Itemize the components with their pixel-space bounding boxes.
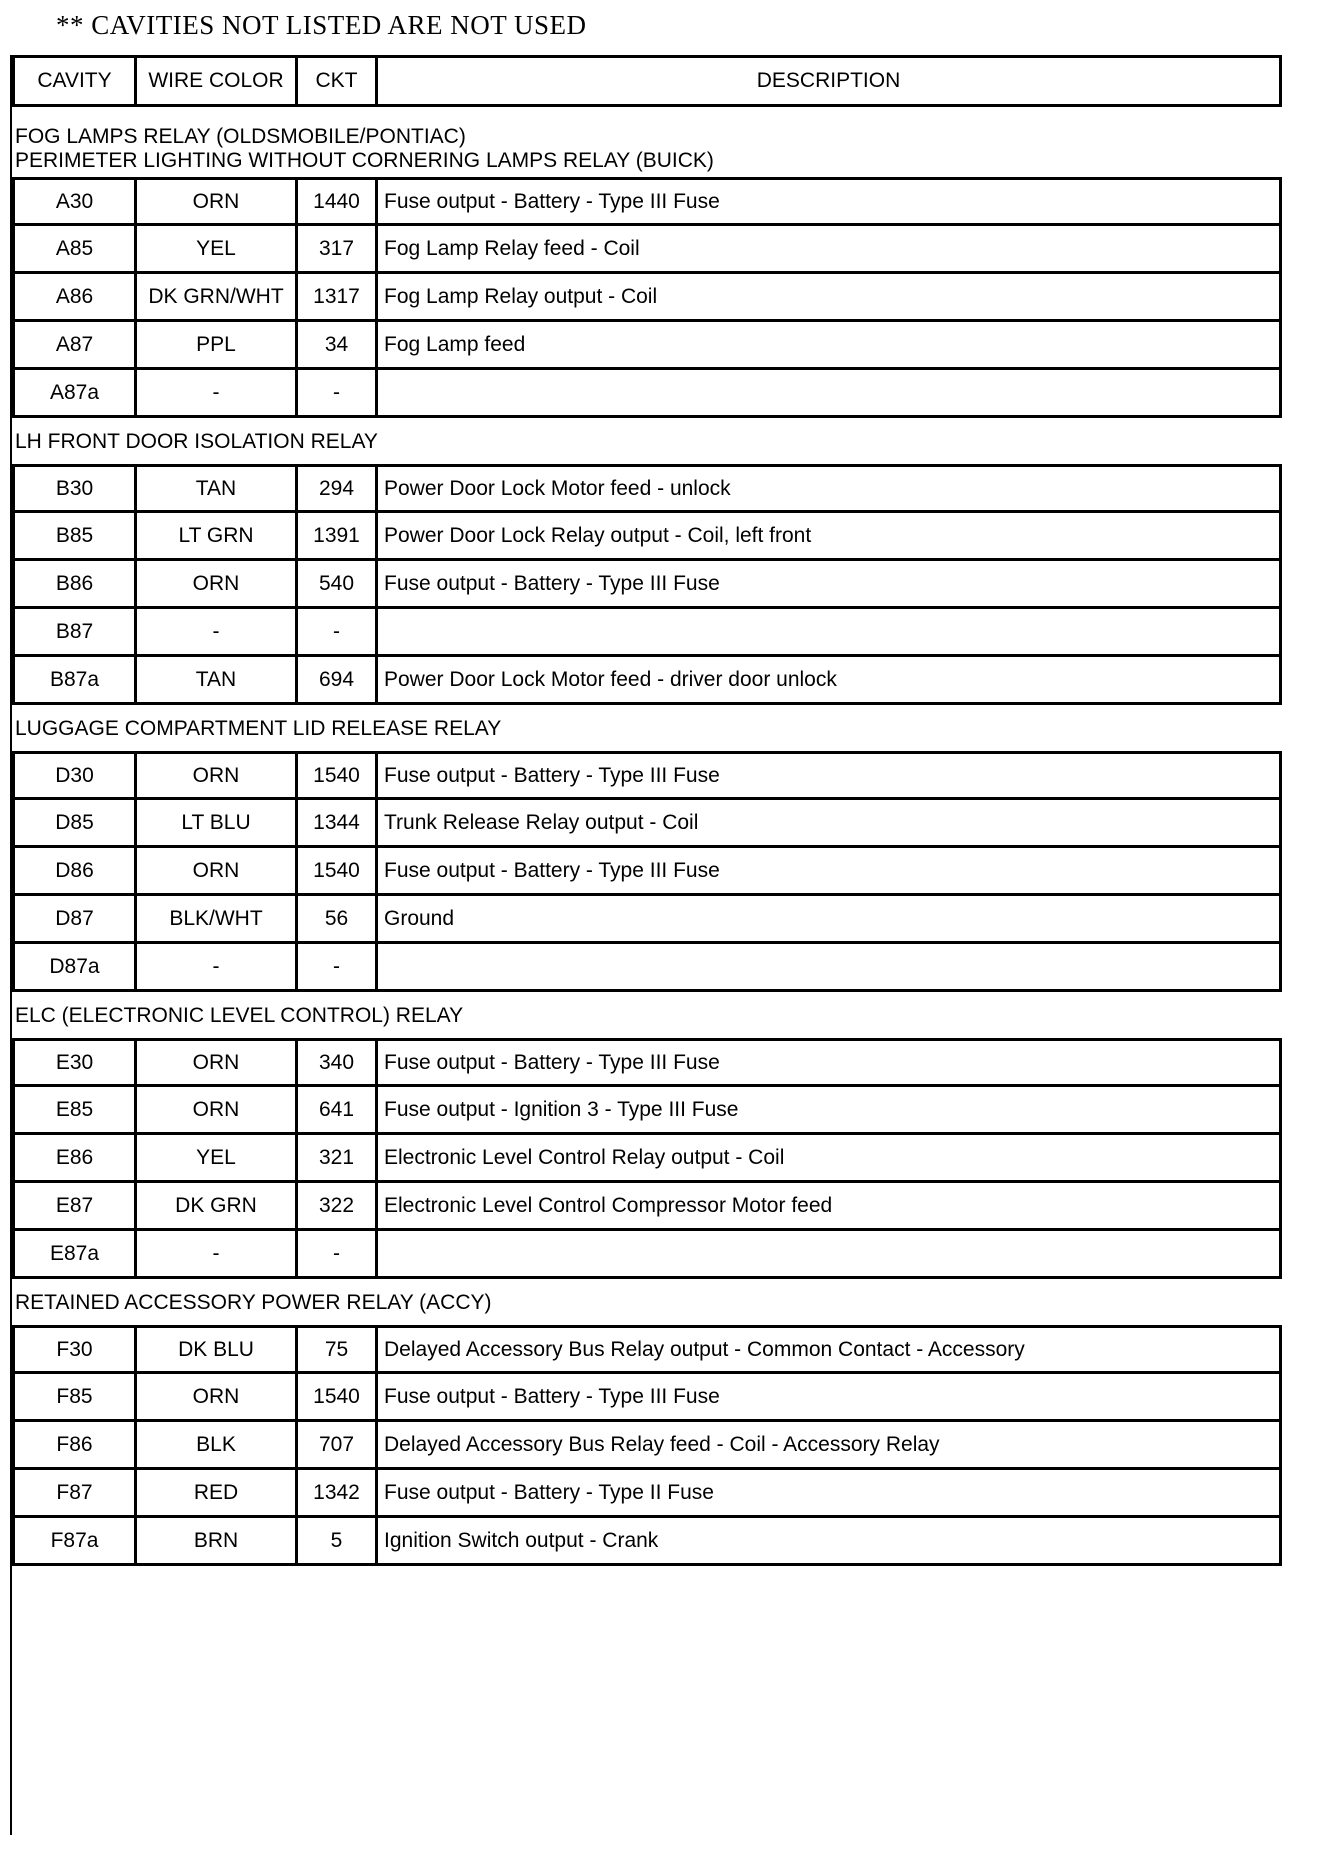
cell-description: Delayed Accessory Bus Relay feed - Coil - Accessory Relay — [384, 1432, 940, 1456]
cell-ckt: 75 — [298, 1328, 378, 1371]
cell-wire-color: LT GRN — [137, 513, 298, 558]
cell-wire-color: - — [137, 1231, 298, 1276]
cell-ckt: 1344 — [298, 800, 378, 845]
cell-ckt: 1440 — [298, 180, 378, 223]
cell-ckt: - — [298, 609, 378, 654]
section-rows — [12, 1038, 1282, 1279]
cell-wire-color: LT BLU — [137, 800, 298, 845]
cell-ckt: - — [298, 944, 378, 989]
section-title — [12, 992, 1282, 1038]
header-ckt: CKT — [298, 58, 378, 104]
table-row — [12, 1231, 1282, 1279]
cell-description: Fog Lamp Relay output - Coil — [384, 284, 658, 308]
cell-ckt: 321 — [298, 1135, 378, 1180]
table-row — [12, 800, 1282, 848]
cell-description: Fuse output - Battery - Type III Fuse — [384, 1050, 720, 1074]
cell-cavity: E87 — [15, 1183, 137, 1228]
table-header — [12, 55, 1282, 107]
cell-wire-color: ORN — [137, 180, 298, 223]
table-row — [12, 464, 1282, 513]
not-used-note: ** CAVITIES NOT LISTED ARE NOT USED — [56, 10, 587, 40]
cell-wire-color: ORN — [137, 1087, 298, 1132]
header-description: DESCRIPTION — [756, 69, 901, 92]
cell-description: Power Door Lock Motor feed - unlock — [384, 476, 731, 500]
cell-description: Ignition Switch output - Crank — [384, 1528, 659, 1552]
cell-ckt: 694 — [298, 657, 378, 702]
cell-description — [378, 609, 1279, 654]
cell-cavity: A87 — [15, 322, 137, 367]
cell-ckt: 1391 — [298, 513, 378, 558]
cell-cavity: D30 — [15, 754, 137, 797]
cell-ckt: 540 — [298, 561, 378, 606]
table-body — [12, 107, 1282, 1566]
cell-cavity: A85 — [15, 226, 137, 271]
cell-description: Fuse output - Battery - Type III Fuse — [384, 1384, 720, 1408]
table-row — [12, 513, 1282, 561]
table-row — [12, 1470, 1282, 1518]
table-row — [12, 1374, 1282, 1422]
cell-ckt: - — [298, 370, 378, 415]
cell-ckt: 340 — [298, 1041, 378, 1084]
cell-description: Power Door Lock Motor feed - driver door unlock — [384, 667, 837, 691]
cell-description — [378, 944, 1279, 989]
cell-cavity: E85 — [15, 1087, 137, 1132]
table-row — [12, 751, 1282, 800]
section-title — [12, 418, 1282, 464]
cell-wire-color: BLK — [137, 1422, 298, 1467]
cell-ckt: 1540 — [298, 848, 378, 893]
cell-cavity: F30 — [15, 1328, 137, 1371]
cell-wire-color: ORN — [137, 561, 298, 606]
table-row — [12, 1183, 1282, 1231]
cell-wire-color: YEL — [137, 1135, 298, 1180]
table-row — [12, 609, 1282, 657]
table-row — [12, 1135, 1282, 1183]
cell-cavity: A86 — [15, 274, 137, 319]
section-title-line: FOG LAMPS RELAY (OLDSMOBILE/PONTIAC) — [15, 125, 466, 148]
cell-cavity: A87a — [15, 370, 137, 415]
table-row — [12, 1325, 1282, 1374]
cell-description: Fuse output - Battery - Type III Fuse — [384, 571, 720, 595]
header-wire-color: WIRE COLOR — [137, 58, 298, 104]
cell-cavity: E87a — [15, 1231, 137, 1276]
table-row — [12, 561, 1282, 609]
cell-ckt: 1342 — [298, 1470, 378, 1515]
table-row — [12, 1518, 1282, 1566]
cell-cavity: F87a — [15, 1518, 137, 1563]
section-title-line: LUGGAGE COMPARTMENT LID RELEASE RELAY — [15, 717, 502, 740]
cell-description: Ground — [384, 906, 455, 930]
cell-ckt: 5 — [298, 1518, 378, 1563]
cell-description: Fuse output - Battery - Type III Fuse — [384, 858, 720, 882]
section-title — [12, 107, 1282, 177]
cell-wire-color: ORN — [137, 1041, 298, 1084]
header-cavity: CAVITY — [15, 58, 137, 104]
cell-cavity: B85 — [15, 513, 137, 558]
cell-ckt: 641 — [298, 1087, 378, 1132]
cell-description — [378, 370, 1279, 415]
cell-wire-color: ORN — [137, 1374, 298, 1419]
cell-cavity: E30 — [15, 1041, 137, 1084]
cell-description: Fuse output - Battery - Type III Fuse — [384, 763, 720, 787]
cell-ckt: 34 — [298, 322, 378, 367]
cell-ckt: 294 — [298, 467, 378, 510]
cell-description: Fuse output - Battery - Type III Fuse — [384, 189, 720, 213]
cell-cavity: E86 — [15, 1135, 137, 1180]
table-row — [12, 1038, 1282, 1087]
cell-ckt: 322 — [298, 1183, 378, 1228]
cell-description: Power Door Lock Relay output - Coil, left front — [384, 523, 812, 547]
section-rows — [12, 1325, 1282, 1566]
table-row — [12, 1422, 1282, 1470]
cell-ckt: 317 — [298, 226, 378, 271]
cavity-table — [10, 55, 1282, 1835]
cell-ckt: 1540 — [298, 1374, 378, 1419]
cell-cavity: D87a — [15, 944, 137, 989]
cell-wire-color: BLK/WHT — [137, 896, 298, 941]
cell-description: Delayed Accessory Bus Relay output - Common Contact - Accessory — [384, 1337, 1025, 1361]
cell-wire-color: DK GRN — [137, 1183, 298, 1228]
cell-cavity: B30 — [15, 467, 137, 510]
cell-wire-color: ORN — [137, 848, 298, 893]
cell-wire-color: BRN — [137, 1518, 298, 1563]
table-row — [12, 177, 1282, 226]
cell-cavity: D87 — [15, 896, 137, 941]
table-row — [12, 274, 1282, 322]
table-row — [12, 1087, 1282, 1135]
cell-cavity: A30 — [15, 180, 137, 223]
cell-ckt: 1317 — [298, 274, 378, 319]
section-title-line: RETAINED ACCESSORY POWER RELAY (ACCY) — [15, 1291, 492, 1314]
cell-wire-color: - — [137, 944, 298, 989]
section-title-line: PERIMETER LIGHTING WITHOUT CORNERING LAMPS RELAY (BUICK) — [15, 149, 714, 172]
cell-wire-color: DK BLU — [137, 1328, 298, 1371]
cell-ckt: 707 — [298, 1422, 378, 1467]
cell-cavity: F87 — [15, 1470, 137, 1515]
cell-cavity: D85 — [15, 800, 137, 845]
section-title — [12, 1279, 1282, 1325]
cell-cavity: B87a — [15, 657, 137, 702]
cell-cavity: B87 — [15, 609, 137, 654]
cell-wire-color: TAN — [137, 467, 298, 510]
cell-wire-color: RED — [137, 1470, 298, 1515]
cell-description: Fog Lamp Relay feed - Coil — [384, 236, 640, 260]
cell-cavity: D86 — [15, 848, 137, 893]
cell-ckt: 56 — [298, 896, 378, 941]
cell-description: Trunk Release Relay output - Coil — [384, 810, 699, 834]
table-row — [12, 848, 1282, 896]
cell-cavity: F85 — [15, 1374, 137, 1419]
cell-ckt: 1540 — [298, 754, 378, 797]
table-row — [12, 896, 1282, 944]
cell-ckt: - — [298, 1231, 378, 1276]
table-row — [12, 370, 1282, 418]
cell-wire-color: YEL — [137, 226, 298, 271]
table-row — [12, 322, 1282, 370]
cell-wire-color: DK GRN/WHT — [137, 274, 298, 319]
cell-cavity: B86 — [15, 561, 137, 606]
section-rows — [12, 464, 1282, 705]
section-title-line: ELC (ELECTRONIC LEVEL CONTROL) RELAY — [15, 1004, 464, 1027]
cell-wire-color: - — [137, 609, 298, 654]
cell-wire-color: PPL — [137, 322, 298, 367]
cell-description: Fog Lamp feed — [384, 332, 526, 356]
cell-cavity: F86 — [15, 1422, 137, 1467]
cell-wire-color: ORN — [137, 754, 298, 797]
cell-description: Fuse output - Battery - Type II Fuse — [384, 1480, 714, 1504]
cell-description — [378, 1231, 1279, 1276]
cell-description: Electronic Level Control Compressor Motor feed — [384, 1193, 833, 1217]
cell-wire-color: - — [137, 370, 298, 415]
section-rows — [12, 751, 1282, 992]
table-row — [12, 657, 1282, 705]
section-title — [12, 705, 1282, 751]
cell-description: Fuse output - Ignition 3 - Type III Fuse — [384, 1097, 739, 1121]
cell-wire-color: TAN — [137, 657, 298, 702]
section-rows — [12, 177, 1282, 418]
section-title-line: LH FRONT DOOR ISOLATION RELAY — [15, 430, 378, 453]
table-row — [12, 944, 1282, 992]
cell-description: Electronic Level Control Relay output - Coil — [384, 1145, 785, 1169]
table-row — [12, 226, 1282, 274]
